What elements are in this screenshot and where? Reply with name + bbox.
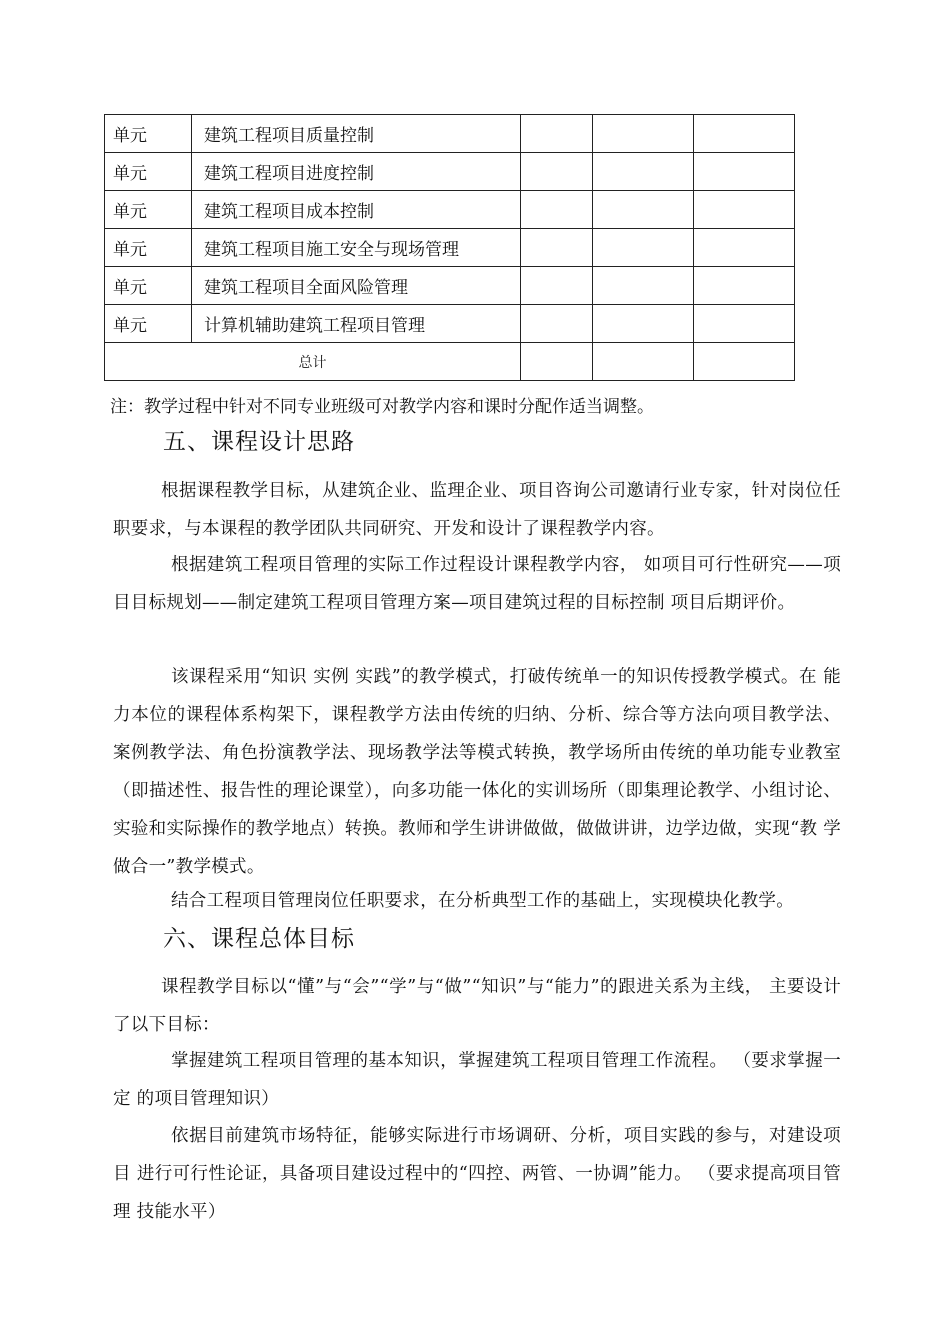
empty-cell [521,229,593,267]
total-label: 总计 [105,343,521,381]
empty-cell [593,305,694,343]
empty-cell [694,343,795,381]
empty-cell [521,191,593,229]
paragraph: 结合工程项目管理岗位任职要求，在分析典型工作的基础上，实现模块化教学。 [171,891,794,911]
empty-cell [521,343,593,381]
unit-cell: 单元 [105,267,192,305]
empty-cell [694,115,795,153]
table-row [105,229,795,267]
table-row [105,115,795,153]
unit-title-cell: 建筑工程项目进度控制 [192,153,521,191]
unit-title-cell: 建筑工程项目成本控制 [192,191,521,229]
table-row [105,191,795,229]
paragraph: 依据目前建筑市场特征，能够实际进行市场调研、分析，项目实践的参与，对建设项目 进行可行性论证，具备项目建设过程中的“四控、两管、一协调”能力。 （要求提高项目管理 技能水平） [113,1126,841,1222]
empty-cell [593,153,694,191]
empty-cell [694,153,795,191]
empty-cell [521,153,593,191]
empty-cell [593,191,694,229]
table-row [105,305,795,343]
empty-cell [593,229,694,267]
empty-cell [694,191,795,229]
unit-title-cell: 建筑工程项目全面风险管理 [192,267,521,305]
course-hours-table [104,114,795,381]
unit-cell: 单元 [105,153,192,191]
unit-title-cell: 建筑工程项目质量控制 [192,115,521,153]
unit-title-cell: 计算机辅助建筑工程项目管理 [192,305,521,343]
unit-cell: 单元 [105,115,192,153]
table-row [105,267,795,305]
unit-cell: 单元 [105,305,192,343]
paragraph: 该课程采用“知识 实例 实践”的教学模式，打破传统单一的知识传授教学模式。在 能力本位的课程体系构架下，课程教学方法由传统的归纳、分析、综合等方法向项目教学法、 案例教学法、角色扮演教学法、现场教学法等模式转换，教学场所由传统的单功能专业教室 （即描述性、报告性的理论课堂），向多功能一体化的实训场所（即集理论教学、小组讨论、 实验和实际操作的教学地点）转换。教师和学生讲讲做做，做做讲讲，边学边做，实现“教 学做合一”教学模式。 [113,667,841,877]
empty-cell [694,305,795,343]
empty-cell [694,267,795,305]
section-heading-design: 五、课程设计思路 [163,429,355,455]
empty-cell [521,305,593,343]
empty-cell [593,343,694,381]
paragraph: 根据课程教学目标，从建筑企业、监理企业、项目咨询公司邀请行业专家，针对岗位任 职要求，与本课程的教学团队共同研究、开发和设计了课程教学内容。 [113,481,841,539]
empty-cell [694,229,795,267]
section-heading-goals: 六、课程总体目标 [163,926,355,952]
empty-cell [521,115,593,153]
empty-cell [521,267,593,305]
empty-cell [593,267,694,305]
unit-cell: 单元 [105,191,192,229]
unit-cell: 单元 [105,229,192,267]
table-row [105,153,795,191]
paragraph: 根据建筑工程项目管理的实际工作过程设计课程教学内容， 如项目可行性研究——项 目目标规划——制定建筑工程项目管理方案—项目建筑过程的目标控制 项目后期评价。 [113,555,841,613]
paragraph: 课程教学目标以“懂”与“会”“学”与“做”“知识”与“能力”的跟进关系为主线， 主要设计了以下目标： [113,977,841,1035]
table-note: 注：教学过程中针对不同专业班级可对教学内容和课时分配作适当调整。 [110,397,654,417]
table-total-row [105,343,795,381]
paragraph: 掌握建筑工程项目管理的基本知识，掌握建筑工程项目管理工作流程。 （要求掌握一定 的项目管理知识） [113,1051,841,1109]
empty-cell [593,115,694,153]
unit-title-cell: 建筑工程项目施工安全与现场管理 [192,229,521,267]
